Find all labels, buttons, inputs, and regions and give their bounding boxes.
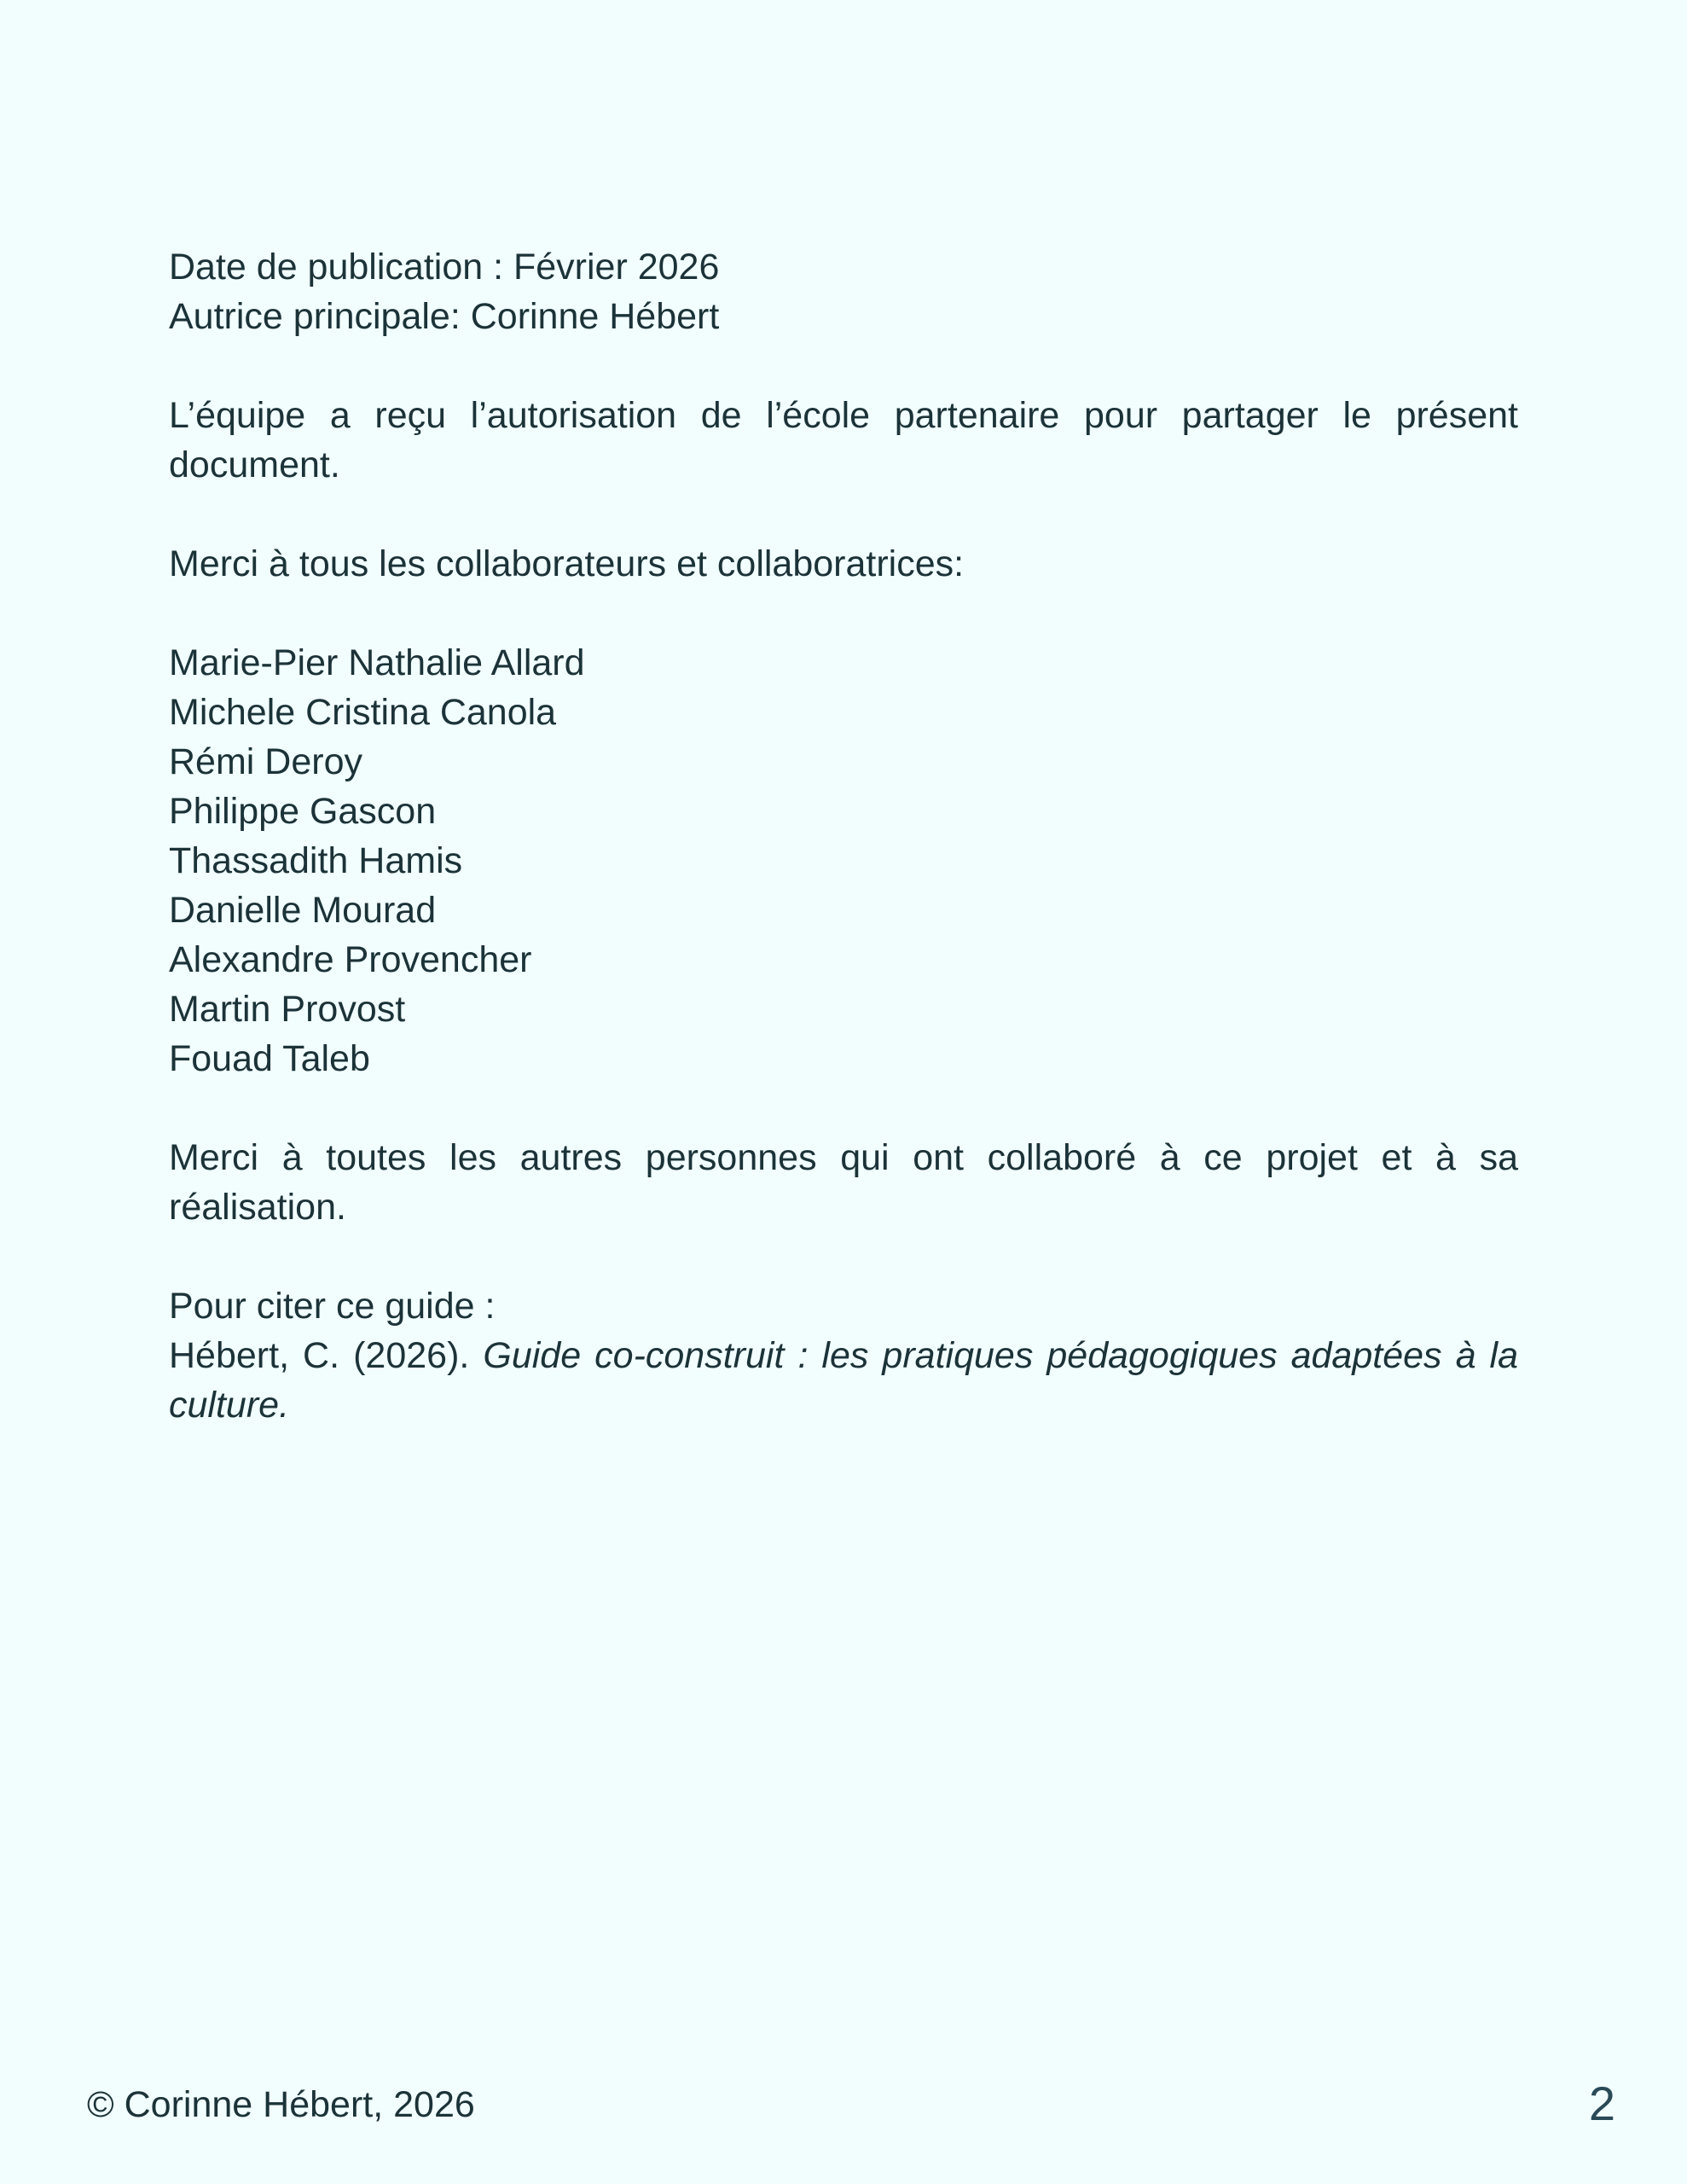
- page-content: [169, 242, 1518, 1430]
- authorization-paragraph: L’équipe a reçu l’autorisation de l’école partenaire pour partager le présent document.: [169, 395, 1518, 485]
- footer-copyright: © Corinne Hébert, 2026: [87, 2084, 475, 2125]
- spacer: [169, 589, 1518, 638]
- spacer: [169, 490, 1518, 539]
- publication-date: Date de publication : Février 2026: [169, 247, 720, 288]
- list-item: Alexandre Provencher: [169, 939, 532, 980]
- citation-authors: Hébert, C. (2026).: [169, 1335, 484, 1376]
- page-number: 2: [1588, 2077, 1615, 2130]
- list-item: Michele Cristina Canola: [169, 692, 557, 733]
- citation-label: Pour citer ce guide :: [169, 1286, 496, 1327]
- citation-title: Guide co-construit : les pratiques pédagogiques adaptées à la culture.: [169, 1335, 1518, 1426]
- spacer: [169, 1083, 1518, 1133]
- list-item: Fouad Taleb: [169, 1038, 370, 1079]
- thanks-intro: Merci à tous les collaborateurs et collaboratrices:: [169, 543, 965, 584]
- collaborators-list: [169, 638, 1518, 1083]
- thanks-others-paragraph: Merci à toutes les autres personnes qui ont collaboré à ce projet et à sa réalisation.: [169, 1137, 1518, 1228]
- citation-reference: [169, 1331, 1518, 1430]
- spacer: [169, 341, 1518, 391]
- list-item: Danielle Mourad: [169, 890, 437, 931]
- main-author: Autrice principale: Corinne Hébert: [169, 296, 720, 337]
- list-item: Martin Provost: [169, 989, 406, 1030]
- list-item: Marie-Pier Nathalie Allard: [169, 642, 585, 683]
- spacer: [169, 1232, 1518, 1281]
- list-item: Philippe Gascon: [169, 791, 437, 832]
- list-item: Rémi Deroy: [169, 741, 362, 782]
- list-item: Thassadith Hamis: [169, 840, 463, 881]
